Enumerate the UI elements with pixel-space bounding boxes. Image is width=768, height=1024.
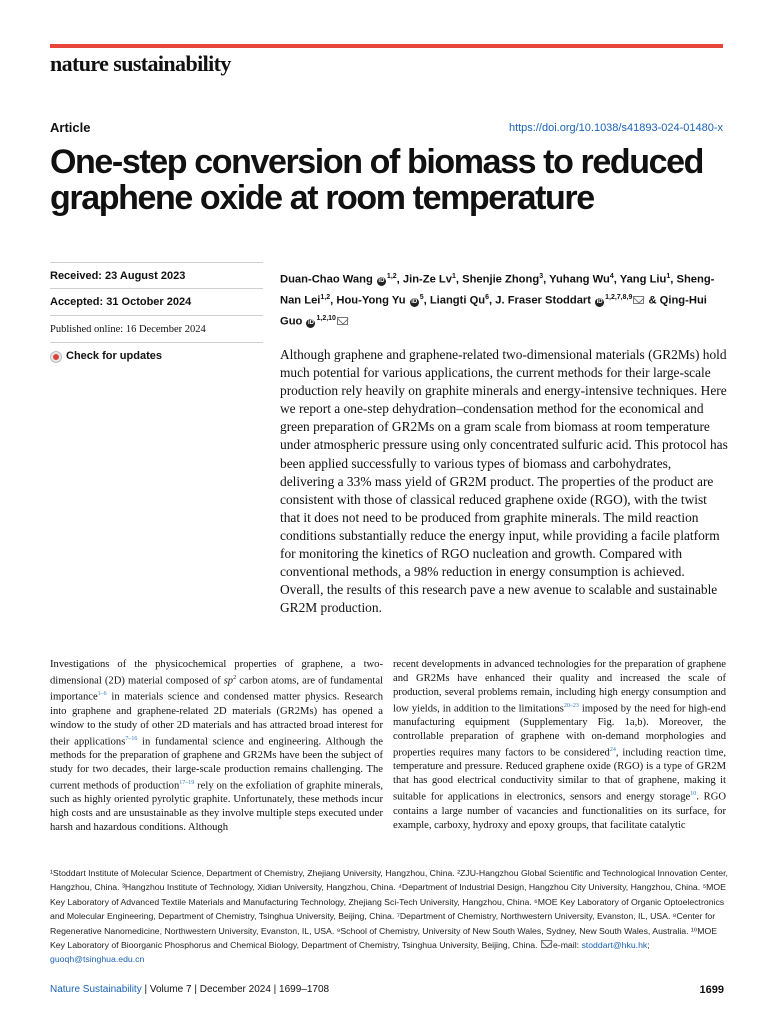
body-text: in materials science and condensed matter physics. Research into graphene and graphene-related 2D materials (GR2Ms) has opened a window to the study of other 2D materials and has attracted broad interest for their applications — [50, 691, 383, 748]
affiliation-text: ¹Stoddart Institute of Molecular Science, Department of Chemistry, Zhejiang University, Hangzhou, China. ²ZJU-Hangzhou Global Scientific and Technological Innovation Center, Hangzhou, China. ³Hangzhou Institute of Technology, Xidian University, Hangzhou, China. ⁴Department of Industrial Design, Hangzhou City University, Hangzhou, China. ⁵MOE Key Laboratory of Advanced Textile Materials and Manufacturing Technology, Zhejiang Sci-Tech University, Hangzhou, China. ⁶MOE Key Laboratory of Organic Optoelectronics and Molecular Engineering, Department of Chemistry, Tsinghua University, Beijing, China. ⁷Department of Chemistry, Northwestern University, Evanston, IL, USA. ⁸Center for Regenerative Nanomedicine, Northwestern University, Evanston, IL, USA. ⁹School of Chemistry, University of New South Wales, Sydney, New South Wales, Australia. ¹⁰MOE Key Laboratory of Bioorganic Phosphorus and Chemical Biology, Department of Chemistry, Tsinghua University, Beijing, China. — [50, 868, 728, 951]
envelope-icon — [541, 940, 552, 948]
orcid-icon[interactable]: iD — [596, 298, 603, 305]
body-text: rely on the exfoliation of graphite minerals, such as highly oriented pyrolytic graphite. Unfortunately, these methods incur high costs and are unsustainable as they involve multiple steps executed under harsh and hazardous conditions. Although — [50, 780, 383, 834]
abstract: Although graphene and graphene-related two-dimensional materials (GR2Ms) hold much potential for various applications, the current methods for their large-scale production rely heavily on graphite minerals and energy-intensive techniques. Here we report a one-step dehydration–condensation method for the economical and green preparation of GR2Ms on a gram scale from biomass at room temperature under atmospheric pressure using only concentrated sulfuric acid. This protocol has been applied successfully to various types of biomass and carbohydrates, delivering a 33% mass yield of GR2M product. The properties of the product are consistent with those of classical reduced graphene oxide (RGO), with the twist that it does not need to be produced from graphite minerals. The mild reaction conditions substantially reduce the energy input, while providing a facile platform for monitoring the kinetics of RGO nucleation and growth. Compared with conventional methods, a 98% reduction in energy consumption is achieved. Overall, the results of this research pave a new avenue to scalable and sustainable GR2M production. — [280, 347, 728, 616]
author-name: Qing-Hui Guo — [280, 294, 707, 329]
page-number: 1699 — [699, 984, 724, 996]
author-affiliation-marker: 5 — [419, 294, 424, 302]
citation-ref[interactable]: 17–19 — [179, 779, 195, 786]
citation-ref[interactable]: 20–23 — [563, 702, 579, 709]
footer-journal-link[interactable]: Nature Sustainability — [50, 984, 142, 995]
body-column-right — [393, 658, 726, 832]
italic-term: sp — [223, 675, 234, 687]
received-date: Received: 23 August 2023 — [50, 262, 263, 289]
body-text: , including reaction time, temperature and pressure. Reduced graphene oxide (RGO) is a type of GR2M that has good electrical conductivity similar to that of graphene, making it suitable for applications in electronics, sensors and energy storage — [393, 747, 726, 803]
published-date: Published online: 16 December 2024 — [50, 316, 263, 343]
author-name: Duan-Chao Wang — [280, 273, 373, 286]
orcid-icon[interactable]: iD — [378, 277, 385, 284]
orcid-icon[interactable]: iD — [411, 298, 418, 305]
body-text: . RGO contains a large number of vacancies and functionalities on its surface, for example, carboxy, hydroxy and epoxy groups, that facilitate catalytic — [393, 791, 726, 831]
body-column-left — [50, 658, 383, 835]
author-affiliation-marker: 1,2,10 — [316, 315, 336, 323]
accepted-date: Accepted: 31 October 2024 — [50, 289, 263, 316]
author-name: Shenjie Zhong — [462, 273, 540, 286]
author-affiliation-marker: 4 — [609, 273, 614, 280]
article-dates — [50, 262, 263, 370]
author-name: Yang Liu — [619, 273, 667, 286]
author-name: Jin-Ze Lv — [402, 273, 452, 286]
journal-logo: nature sustainability — [50, 51, 231, 76]
author-affiliation-marker: 1,2 — [320, 294, 331, 302]
page-footer — [50, 984, 329, 995]
envelope-icon[interactable] — [337, 317, 348, 325]
author-name: J. Fraser Stoddart — [495, 294, 591, 307]
email-link-stoddart[interactable]: stoddart@hku.hk — [581, 940, 648, 951]
author-name: Yuhang Wu — [549, 273, 610, 286]
author-affiliation-marker: 1 — [666, 273, 671, 280]
author-affiliation-marker: 1,2 — [386, 273, 397, 280]
doi-link[interactable]: https://doi.org/10.1038/s41893-024-01480-x — [508, 122, 723, 134]
check-updates-icon — [50, 351, 62, 363]
body-text: carbon atoms, are of fundamental importance — [50, 675, 383, 703]
author-affiliation-marker: 6 — [485, 294, 490, 302]
check-updates-button[interactable] — [50, 343, 263, 370]
article-title: One-step conversion of biomass to reduced graphene oxide at room temperature — [50, 143, 703, 217]
author-name: Hou-Yong Yu — [336, 294, 406, 307]
author-name: Sheng-Nan Lei — [280, 273, 715, 307]
author-name: Liangti Qu — [429, 294, 486, 307]
body-text: Investigations of the physicochemical properties of graphene, a two-dimensional (2D) material composed of — [50, 659, 383, 687]
check-updates-label: Check for updates — [66, 350, 162, 362]
citation-ref[interactable]: 10 — [690, 791, 697, 798]
author-affiliation-marker: 1,2,7,8,9 — [605, 294, 633, 302]
article-type-label: Article — [50, 120, 91, 135]
author-affiliation-marker: 1 — [451, 273, 456, 280]
envelope-icon[interactable] — [633, 296, 644, 304]
email-link-guo[interactable]: guoqh@tsinghua.edu.cn — [50, 954, 145, 965]
footer-volume-info: | Volume 7 | December 2024 | 1699–1708 — [141, 984, 330, 995]
orcid-icon[interactable]: iD — [307, 320, 314, 327]
author-list: Duan-Chao Wang iD$^{1,2}$, Jin-Ze Lv$^1$, Shenjie Zhong$^3$, Yuhang Wu$^4$, Yang Liu$^1$, Sheng-Nan Lei$^{1,2}$, Hou-Yong Yu $iD^5$, Liangti Qu$^6$, J. Fraser Stoddart iD$^{1,2,7,8,9}$ & Qing-Hui Guo iD$^{1,2,10}$ — [280, 273, 715, 329]
body-text: in fundamental science and engineering. Although the methods for the preparation of graphene and GR2Ms have been the subject of study for two decades, their large-scale production remains challenging. The current methods of production — [50, 736, 383, 792]
email-label: e-mail: — [552, 940, 582, 951]
top-accent-bar — [50, 44, 723, 48]
superscript: 2 — [233, 674, 237, 681]
author-affiliation-marker: 3 — [539, 273, 544, 280]
body-text: recent developments in advanced technologies for the preparation of graphene and GR2Ms have enhanced their quality and increased the scale of production, several problems remain, including high energy consumption and low yields, in addition to the limitations — [393, 659, 726, 715]
citation-ref[interactable]: 7–16 — [125, 735, 138, 742]
citation-ref[interactable]: 24 — [609, 746, 616, 753]
citation-ref[interactable]: 1–6 — [97, 691, 107, 698]
affiliations — [50, 866, 728, 967]
body-text: imposed by the need for high-end manufacturing equipment (Supplementary Fig. 1a,b). Moreover, the controllable preparation of graphene with on-demand morphologies and properties requires many factors to be considered — [393, 703, 726, 759]
email-separator: ; — [647, 940, 650, 951]
